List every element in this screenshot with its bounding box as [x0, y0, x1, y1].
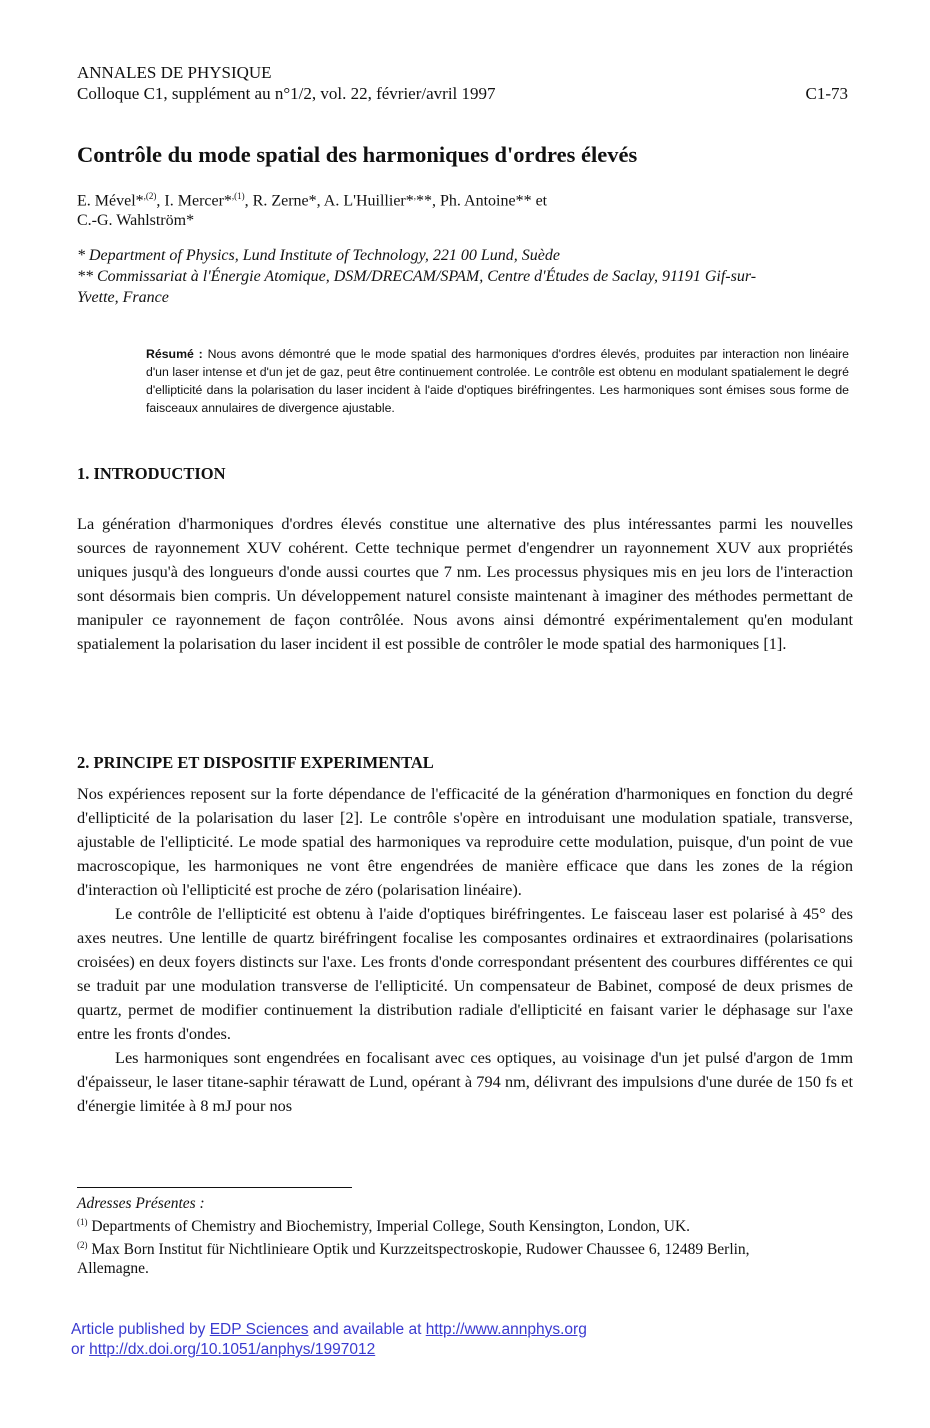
paragraph: Les harmoniques sont engendrées en focalisant avec ces optiques, au voisinage d'un jet pulsé d'argon de 1mm d'épaisseur, le laser titane-saphir térawatt de Lund, opérant à 794 nm, délivrant des impulsions d'une durée de 150 fs et d'énergie limitée à 8 mJ pour nos: [77, 1048, 853, 1115]
footnote-label: Adresses Présentes :: [77, 1195, 205, 1212]
footnote-marker: (2): [77, 1240, 88, 1251]
author-text: , R. Zerne*, A. L'Huillier*: [244, 192, 414, 210]
affiliation-lund: * Department of Physics, Lund Institute of Technology, 221 00 Lund, Suède: [77, 247, 560, 264]
paragraph: La génération d'harmoniques d'ordres élevés constitue une alternative des plus intéressantes parmi les nouvelles sources de rayonnement XUV cohérent. Cette technique permet d'engendrer un rayonnement XUV aux propriétés uniques jusqu'à des longueurs d'onde aussi courtes que 7 nm. Les processus physiques mis en jeu lors de l'interaction sont désormais bien compris. Un développement naturel consiste maintenant à imaginer des méthodes permettant de manipuler ce rayonnement de façon contrôlée. Nous avons ainsi démontré expérimentalement qu'en modulant spatialement la polarisation du laser incident il est possible de contrôler le mode spatial des harmoniques [1].: [77, 514, 853, 653]
section-heading-principe: 2. PRINCIPE ET DISPOSITIF EXPERIMENTAL: [77, 753, 434, 772]
paragraph: Le contrôle de l'ellipticité est obtenu à l'aide d'optiques biréfringentes. Le faisceau laser est polarisé à 45° des axes neutres. Une lentille de quartz biréfringent focalise les composantes ordinaires et extraordinaires (polarisations croisées) en deux foyers distincts sur l'axe. Les fronts d'onde correspondant présentent des courbures différentes ce qui se traduit par une modulation transverse de l'ellipticité. Un compensateur de Babinet, composé de deux prismes de quartz, permet de modifier continuement la distribution radiale d'ellipticité en faisant varier le déphasage sur l'axe entre les fronts d'ondes.: [77, 904, 853, 1043]
author-line-2: C.-G. Wahlström*: [77, 212, 195, 230]
journal-site-link[interactable]: http://www.annphys.org: [425, 1321, 587, 1338]
author-list: [77, 186, 777, 231]
publication-line-2: [71, 1340, 587, 1360]
affiliations: [77, 245, 777, 308]
page-number: C1-73: [805, 84, 848, 103]
footnote-2: [77, 1236, 777, 1278]
doi-link[interactable]: http://dx.doi.org/10.1051/anphys/1997012: [89, 1341, 376, 1358]
section-body-principe: [77, 782, 853, 1118]
footnote-text: Max Born Institut für Nichtlinieare Optik und Kurzzeitspectroskopie, Rudower Chaussee 6, 12489 Berlin, Allemagne.: [77, 1241, 750, 1278]
publication-text: or: [71, 1341, 90, 1358]
footnote-1: [77, 1213, 777, 1236]
publication-text: Article published by: [71, 1321, 210, 1338]
journal-header: [77, 62, 496, 104]
abstract: [146, 345, 849, 417]
footnote-text: Departments of Chemistry and Biochemistry, Imperial College, South Kensington, London, UK.: [91, 1218, 691, 1236]
publication-text: and available at: [308, 1321, 426, 1338]
publisher-link[interactable]: EDP Sciences: [209, 1321, 309, 1338]
article-title: Contrôle du mode spatial des harmoniques d'ordres élevés: [77, 142, 638, 167]
author-superscript: ,(2): [143, 191, 157, 201]
section-body-introduction: [77, 512, 853, 656]
author-text: E. Mével*: [77, 192, 144, 210]
affiliation-cea: ** Commissariat à l'Énergie Atomique, DSM/DRECAM/SPAM, Centre d'Études de Saclay, 91191 Gif-sur-Yvette, France: [77, 268, 757, 306]
abstract-label: Résumé :: [146, 347, 203, 361]
author-superscript: ,: [413, 191, 416, 201]
paragraph: Nos expériences reposent sur la forte dépendance de l'efficacité de la génération d'harmoniques en fonction du degré d'ellipticité de la polarisation du laser [2]. Le contrôle s'opère en introduisant une modulation spatiale, transverse, ajustable de l'ellipticité. Le mode spatial des harmoniques va reproduire cette modulation, puisque, d'un point de vue macroscopique, les harmoniques ne vont être engendrées de manière efficace que dans les zones de la région d'interaction où l'ellipticité est proche de zéro (polarisation linéaire).: [77, 784, 853, 899]
abstract-text: Nous avons démontré que le mode spatial des harmoniques d'ordres élevés, produites par interaction non linéaire d'un laser intense et d'un jet de gaz, peut être continuement controlée. Le contrôle est obtenu en modulant spatialement le degré d'ellipticité dans la polarisation du laser incident à l'aide d'optiques biréfringentes. Les harmoniques sont émises sous forme de faisceaux annulaires de divergence ajustable.: [146, 347, 849, 415]
journal-issue: Colloque C1, supplément au n°1/2, vol. 22, février/avril 1997: [77, 84, 496, 103]
footnote-marker: (1): [77, 1217, 88, 1227]
publication-line-1: [71, 1320, 587, 1340]
author-line-1: [77, 186, 777, 211]
footnote-divider: [77, 1187, 352, 1188]
footnotes: [77, 1194, 777, 1278]
author-superscript: ,(1): [231, 191, 245, 201]
author-text: **, Ph. Antoine** et: [416, 192, 548, 210]
publication-notice: [71, 1320, 587, 1360]
journal-name: ANNALES DE PHYSIQUE: [77, 63, 272, 82]
section-heading-introduction: 1. INTRODUCTION: [77, 464, 226, 483]
author-text: , I. Mercer*: [156, 192, 232, 210]
